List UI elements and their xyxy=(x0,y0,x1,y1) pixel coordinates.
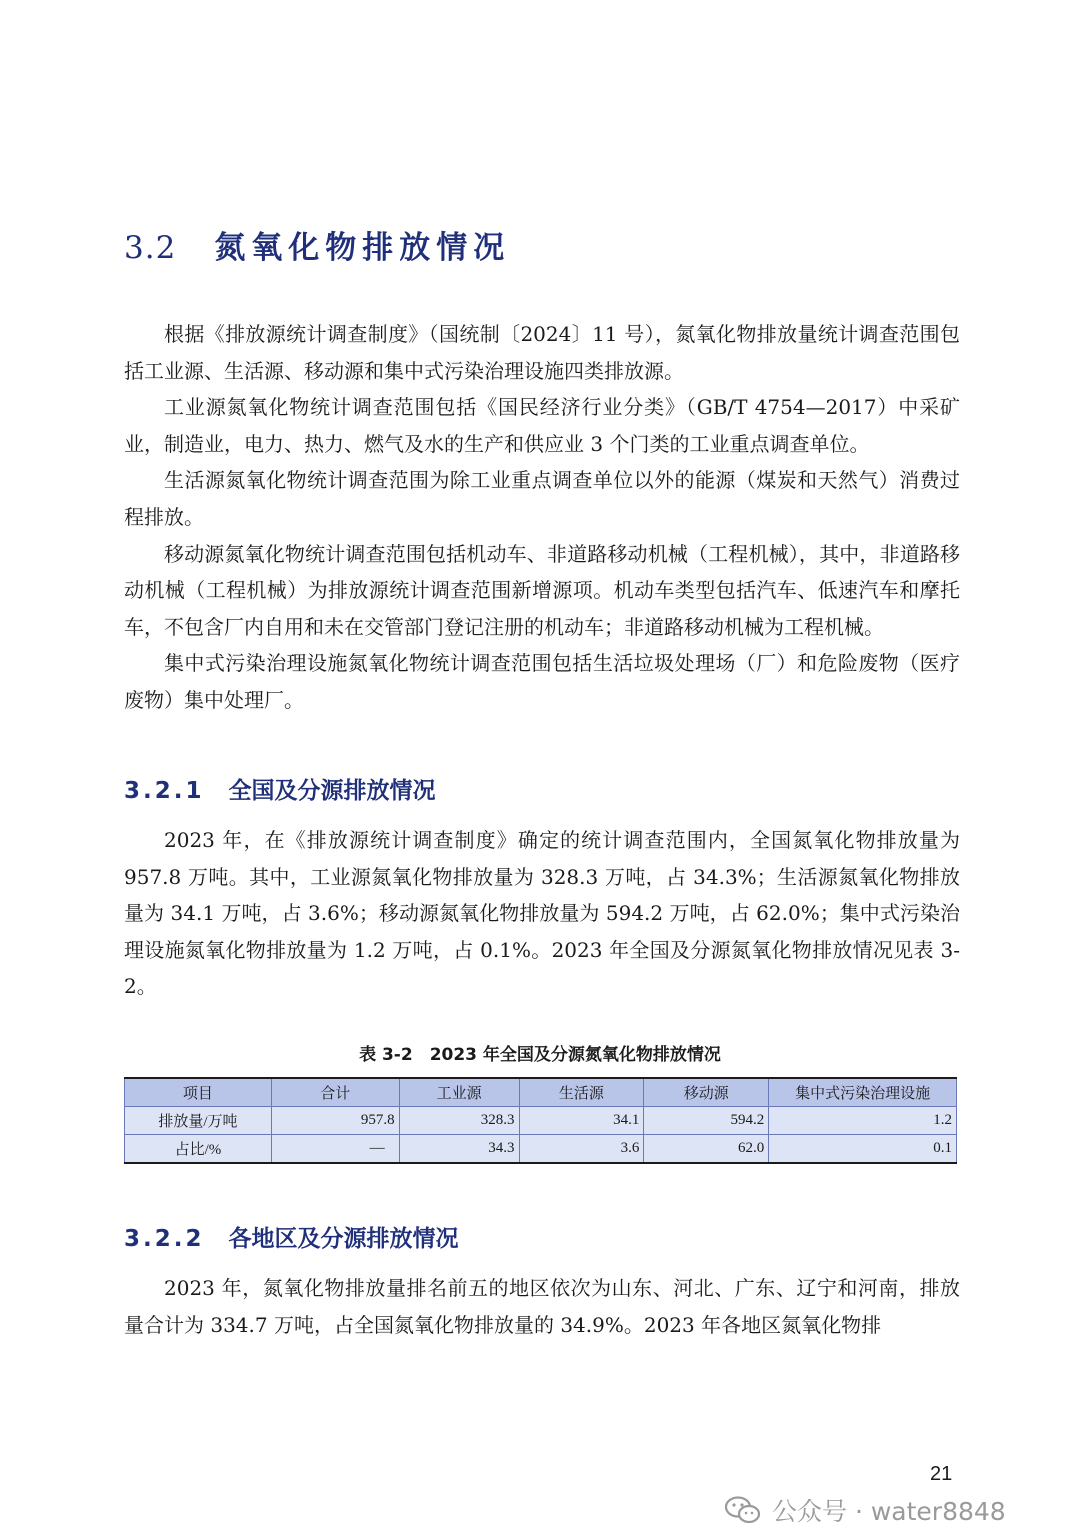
table-cell: 排放量/万吨 xyxy=(125,1107,272,1135)
table-header-cell: 移动源 xyxy=(644,1078,769,1107)
table-cell: 594.2 xyxy=(644,1107,769,1135)
subsection-number: 3.2.1 xyxy=(124,778,205,804)
subsection-text xyxy=(124,822,960,1005)
watermark-text: 公众号 · water8848 xyxy=(772,1497,1006,1526)
wechat-icon xyxy=(724,1495,762,1525)
table-row xyxy=(125,1107,957,1135)
subsection-title xyxy=(124,772,436,805)
section-title-text: 氮氧化物排放情况 xyxy=(214,230,511,266)
table-caption: 表 3-2 2023 年全国及分源氮氧化物排放情况 xyxy=(359,1045,721,1065)
paragraph: 根据《排放源统计调查制度》（国统制〔2024〕11 号），氮氧化物排放量统计调查范围包括工业源、生活源、移动源和集中式污染治理设施四类排放源。 xyxy=(124,322,960,383)
table-cell: 34.1 xyxy=(519,1107,644,1135)
table-cell: 1.2 xyxy=(769,1107,957,1135)
table-header-cell: 集中式污染治理设施 xyxy=(769,1078,957,1107)
subsection-text xyxy=(124,1270,960,1343)
table-cell: 占比/% xyxy=(125,1135,272,1164)
paragraph: 生活源氮氧化物统计调查范围为除工业重点调查单位以外的能源（煤炭和天然气）消费过程排放。 xyxy=(124,468,960,529)
table-header-cell: 合计 xyxy=(271,1078,399,1107)
table-cell: 0.1 xyxy=(769,1135,957,1164)
section-number: 3.2 xyxy=(124,230,177,266)
subsection-number: 3.2.2 xyxy=(124,1226,205,1252)
paragraph: 移动源氮氧化物统计调查范围包括机动车、非道路移动机械（工程机械），其中，非道路移动机械（工程机械）为排放源统计调查范围新增源项。机动车类型包括汽车、低速汽车和摩托车，不包含厂内自用和未在交管部门登记注册的机动车；非道路移动机械为工程机械。 xyxy=(124,541,960,639)
table-cell: 957.8 xyxy=(271,1107,399,1135)
page-number: 21 xyxy=(930,1463,953,1485)
watermark xyxy=(724,1492,1006,1528)
paragraph: 集中式污染治理设施氮氧化物统计调查范围包括生活垃圾处理场（厂）和危险废物（医疗废物）集中处理厂。 xyxy=(124,651,960,712)
table-cell: 34.3 xyxy=(399,1135,519,1164)
table-header-row xyxy=(125,1078,957,1107)
intro-text xyxy=(124,316,960,719)
paragraph: 工业源氮氧化物统计调查范围包括《国民经济行业分类》（GB/T 4754—2017）中采矿业，制造业，电力、热力、燃气及水的生产和供应业 3 个门类的工业重点调查单位。 xyxy=(124,395,960,456)
section-title xyxy=(124,222,510,267)
paragraph: 2023 年，氮氧化物排放量排名前五的地区依次为山东、河北、广东、辽宁和河南，排放量合计为 334.7 万吨，占全国氮氧化物排放量的 34.9%。2023 年各地区氮氧化物排 xyxy=(124,1276,960,1337)
emissions-table xyxy=(124,1077,957,1164)
table-row xyxy=(125,1135,957,1164)
paragraph: 2023 年，在《排放源统计调查制度》确定的统计调查范围内，全国氮氧化物排放量为 957.8 万吨。其中，工业源氮氧化物排放量为 328.3 万吨，占 34.3%；生活源氮氧化物排放量为 34.1 万吨，占 3.6%；移动源氮氧化物排放量为 594.2 万吨，占 62.0%；集中式污染治理设施氮氧化物排放量为 1.2 万吨，占 0.1%。2023 年全国及分源氮氧化物排放情况见表 3-2。 xyxy=(124,828,960,999)
subsection-title-text: 全国及分源排放情况 xyxy=(228,778,436,804)
table-cell: 62.0 xyxy=(644,1135,769,1164)
table-cell: 3.6 xyxy=(519,1135,644,1164)
table-cell: — xyxy=(271,1135,399,1164)
subsection-title xyxy=(124,1220,459,1253)
table-header-cell: 工业源 xyxy=(399,1078,519,1107)
table-cell: 328.3 xyxy=(399,1107,519,1135)
table-header-cell: 生活源 xyxy=(519,1078,644,1107)
subsection-title-text: 各地区及分源排放情况 xyxy=(228,1226,459,1252)
table-header-cell: 项目 xyxy=(125,1078,272,1107)
